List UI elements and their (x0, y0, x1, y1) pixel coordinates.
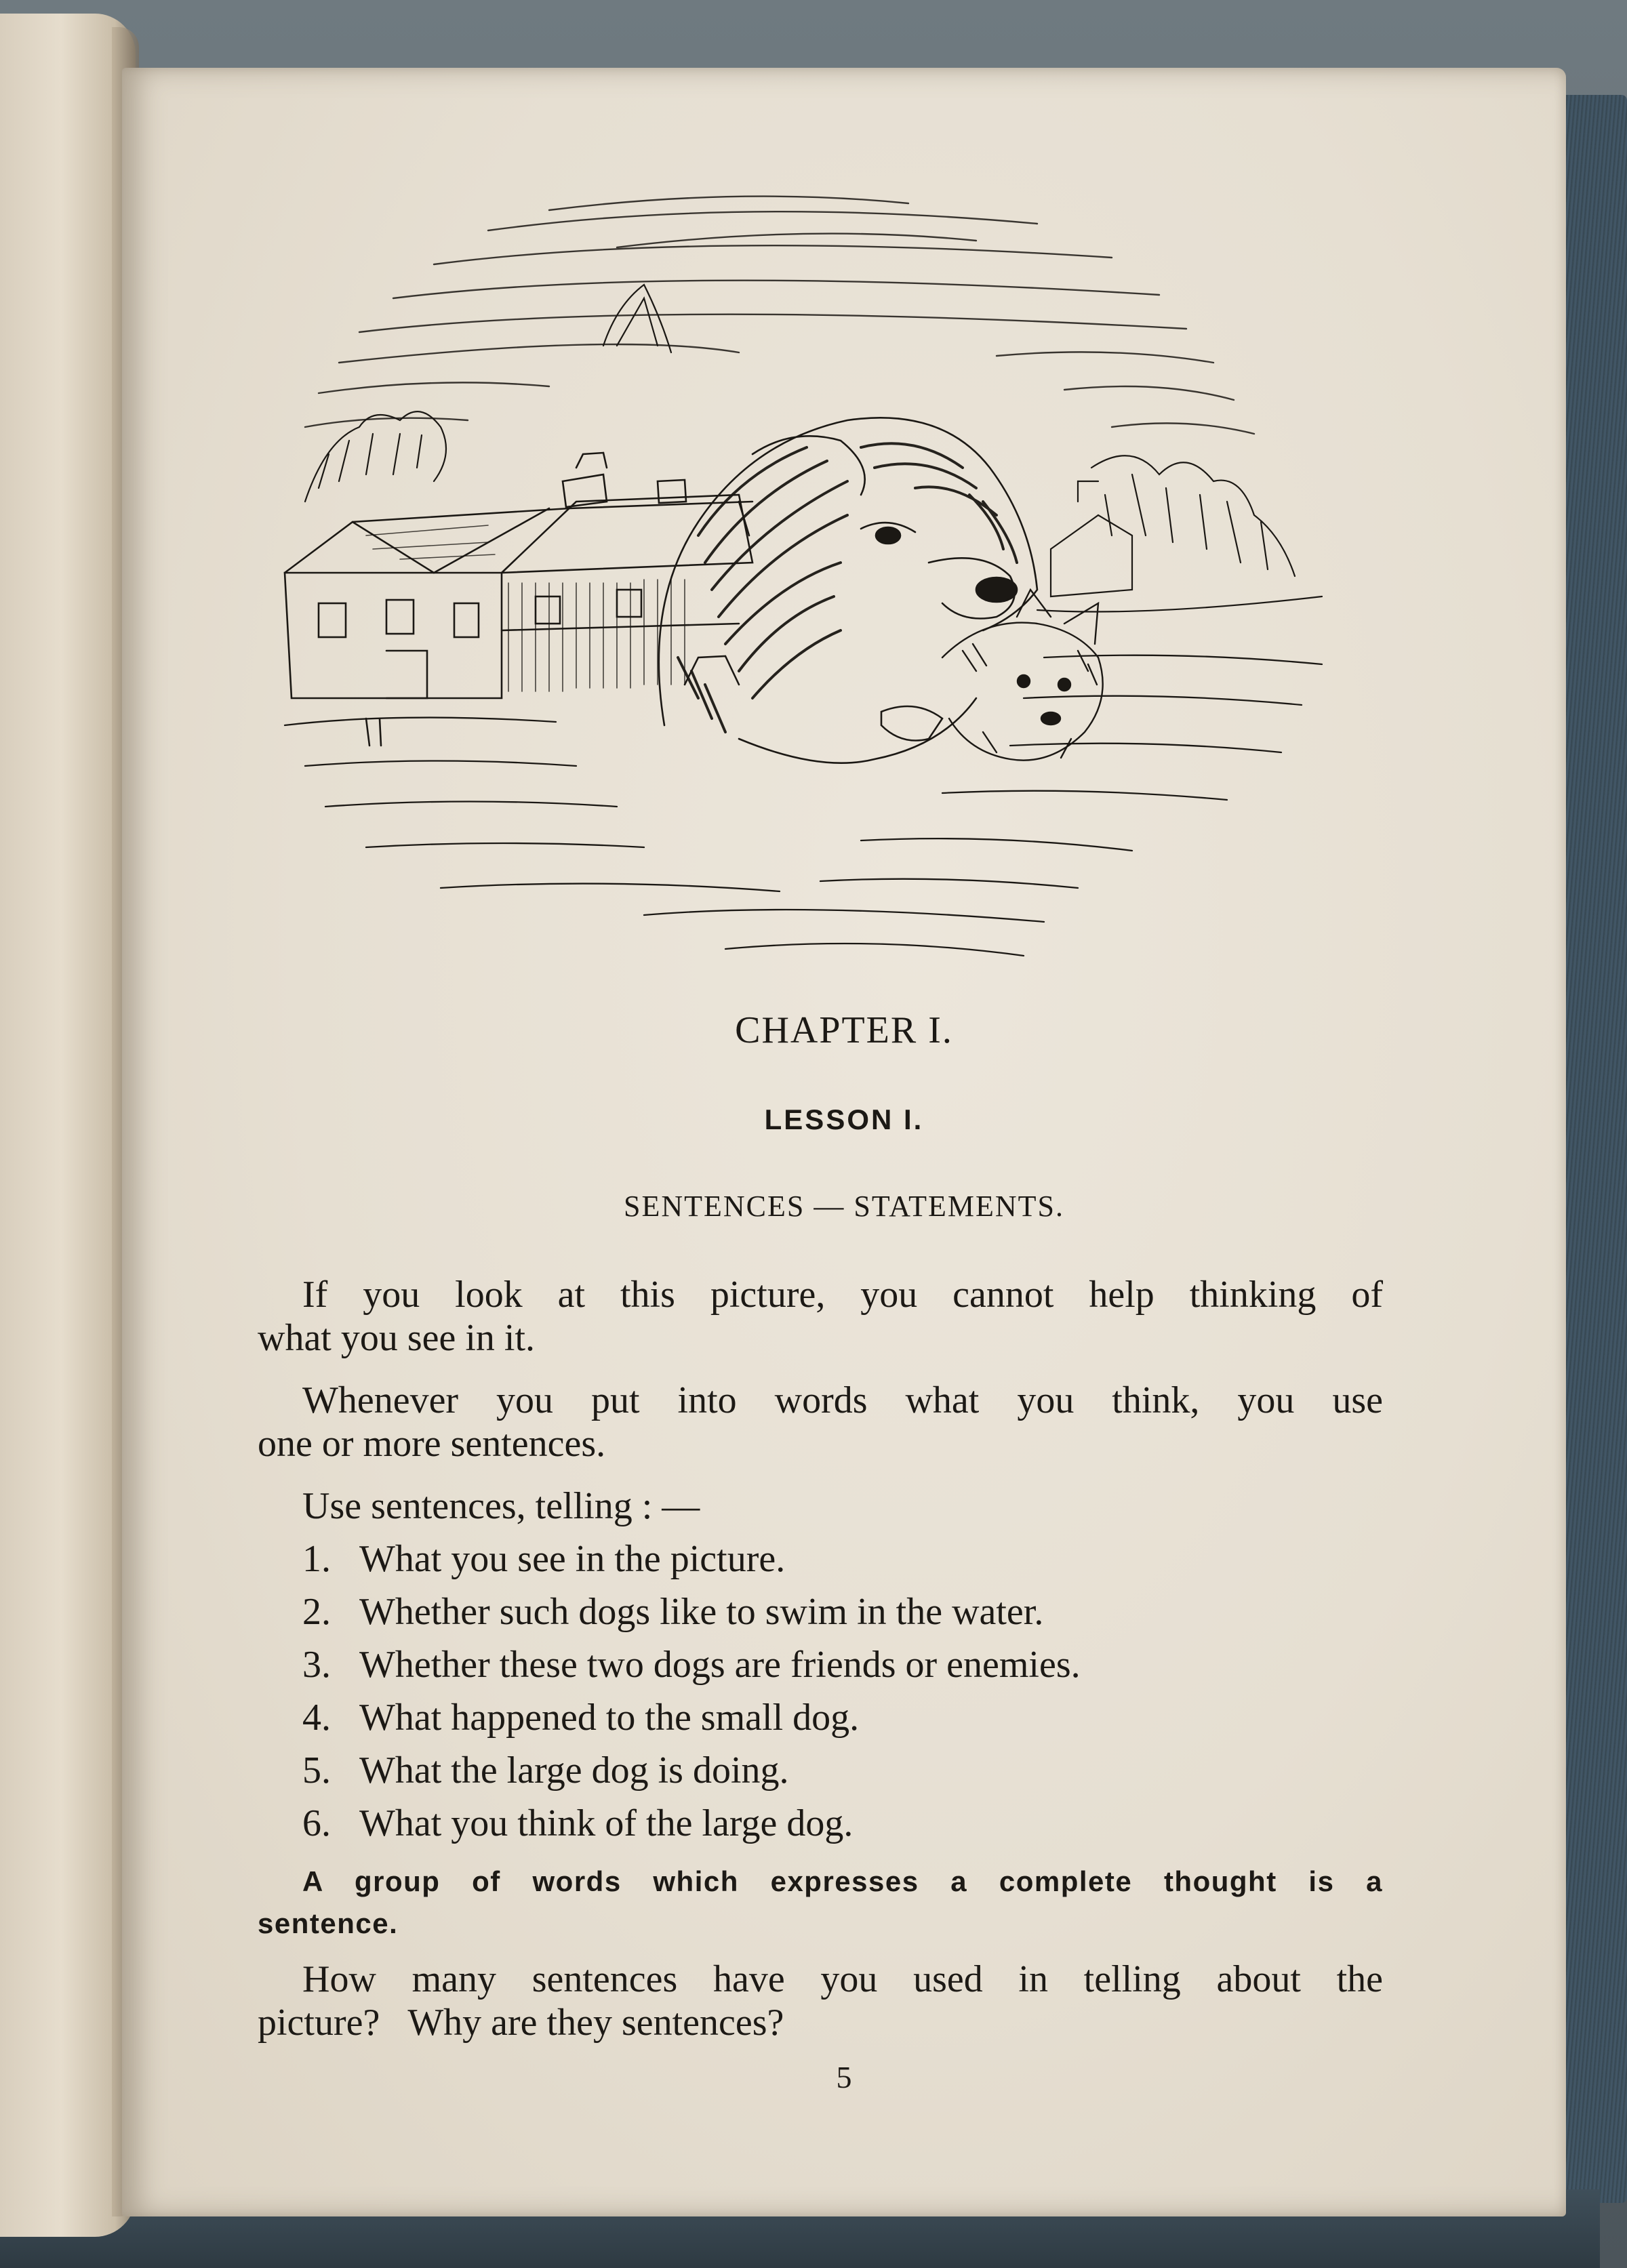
definition-line-1: A group of words which expresses a complete thought is a (302, 1865, 1383, 1897)
list-item (302, 1749, 789, 1792)
list-item-number: 1. (302, 1538, 331, 1580)
list-item-text: What the large dog is doing. (359, 1749, 789, 1791)
list-item-text: What you think of the large dog. (359, 1802, 853, 1844)
paragraph-2 (258, 1379, 1383, 1465)
list-item-text: What you see in the picture. (359, 1538, 786, 1580)
list-item (302, 1643, 1081, 1686)
book-cover-right (1559, 95, 1627, 2203)
sky-hatching (305, 197, 1254, 434)
right-bank (1037, 455, 1322, 611)
paragraph-1 (258, 1273, 1383, 1360)
list-item-number: 6. (302, 1802, 331, 1844)
paragraph-3-line-1: Use sentences, telling : — (302, 1485, 700, 1527)
question-line-1: How many sentences have you used in telling about the (302, 1958, 1383, 2000)
houses (285, 453, 752, 746)
dog-rescue-illustration (264, 183, 1376, 963)
large-dog-fur (678, 443, 1017, 732)
list-item-number: 3. (302, 1644, 331, 1686)
paragraph-1-line-2: what you see in it. (258, 1317, 536, 1359)
trees-left (305, 285, 671, 502)
paragraph-3 (258, 1484, 1383, 1528)
list-item (302, 1537, 785, 1581)
paragraph-2-line-1: Whenever you put into words what you think, you use (302, 1379, 1383, 1421)
small-dog (942, 590, 1103, 761)
chapter-heading: CHAPTER I. (735, 1009, 953, 1051)
list-item (302, 1696, 859, 1739)
list-item-text: Whether such dogs like to swim in the water. (359, 1591, 1044, 1633)
question-paragraph (258, 1958, 1383, 2044)
question-line-2: picture? Why are they sentences? (258, 2002, 784, 2044)
water-lines (285, 655, 1322, 956)
definition-rule (258, 1865, 1383, 1940)
lesson-heading: LESSON I. (764, 1103, 924, 1135)
list-item-number: 5. (302, 1749, 331, 1791)
definition-line-2: sentence. (258, 1907, 399, 1939)
section-title: SENTENCES — STATEMENTS. (624, 1190, 1064, 1223)
list-item-number: 2. (302, 1591, 331, 1633)
list-item (302, 1802, 853, 1845)
list-item-number: 4. (302, 1697, 331, 1739)
paragraph-2-line-2: one or more sentences. (258, 1423, 606, 1465)
paragraph-1-line-1: If you look at this picture, you cannot help thinking of (302, 1274, 1383, 1316)
list-item (302, 1590, 1043, 1634)
list-item-text: What happened to the small dog. (359, 1697, 860, 1739)
page-number: 5 (836, 2060, 852, 2094)
list-item-text: Whether these two dogs are friends or enemies. (359, 1644, 1081, 1686)
